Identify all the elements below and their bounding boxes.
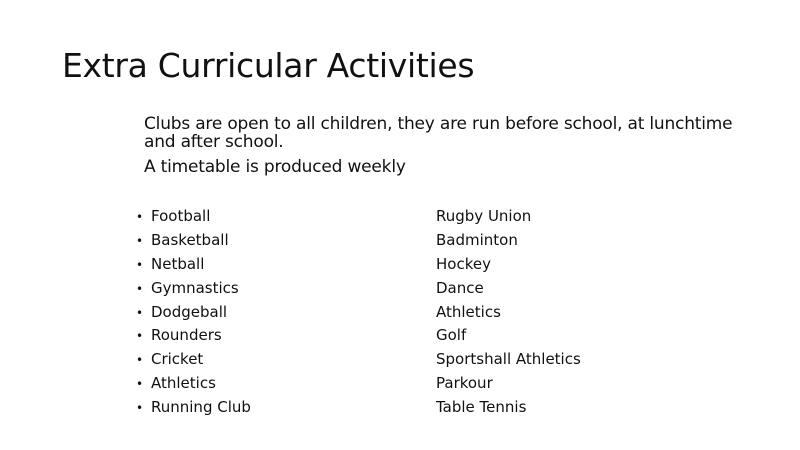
list-item: Athletics <box>436 302 501 321</box>
intro-line-2: A timetable is produced weekly <box>144 157 406 177</box>
list-item: Golf <box>436 326 467 345</box>
bullet-icon: • <box>136 281 144 296</box>
list-item: Parkour <box>436 374 493 393</box>
list-item: Badminton <box>436 230 518 249</box>
activity-list-right <box>436 205 581 420</box>
activity-label: Football <box>151 207 211 225</box>
slide-title: Extra Curricular Activities <box>62 46 475 85</box>
list-item <box>136 301 251 325</box>
list-item: Hockey <box>436 254 491 273</box>
activity-label: Cricket <box>151 350 204 369</box>
list-item: Rugby Union <box>436 207 532 225</box>
list-item <box>136 229 251 253</box>
list-item <box>136 372 251 396</box>
activity-label: Rounders <box>151 326 222 345</box>
bullet-icon: • <box>136 233 144 248</box>
activity-label: Running Club <box>151 398 251 417</box>
activity-label: Basketball <box>151 230 229 249</box>
list-item: Dance <box>436 278 484 297</box>
bullet-icon: • <box>136 257 144 272</box>
list-item <box>136 324 251 348</box>
bullet-icon: • <box>136 377 144 392</box>
list-item: Sportshall Athletics <box>436 350 581 369</box>
list-item <box>136 253 251 277</box>
bullet-icon: • <box>136 210 144 224</box>
activity-label: Dodgeball <box>151 302 228 321</box>
list-item <box>136 396 251 420</box>
bullet-icon: • <box>136 401 144 416</box>
list-item <box>136 277 251 301</box>
bullet-icon: • <box>136 305 144 320</box>
intro-text <box>144 115 764 178</box>
activity-list-left <box>136 205 251 420</box>
activity-label: Netball <box>151 254 205 273</box>
bullet-icon: • <box>136 353 144 368</box>
intro-line-1: Clubs are open to all children, they are run before school, at lunchtime and after school. <box>144 114 733 152</box>
list-item: Table Tennis <box>436 398 527 417</box>
activity-label: Gymnastics <box>151 278 239 297</box>
list-item <box>136 205 251 229</box>
bullet-icon: • <box>136 329 144 344</box>
activity-label: Athletics <box>151 374 216 393</box>
list-item <box>136 348 251 372</box>
